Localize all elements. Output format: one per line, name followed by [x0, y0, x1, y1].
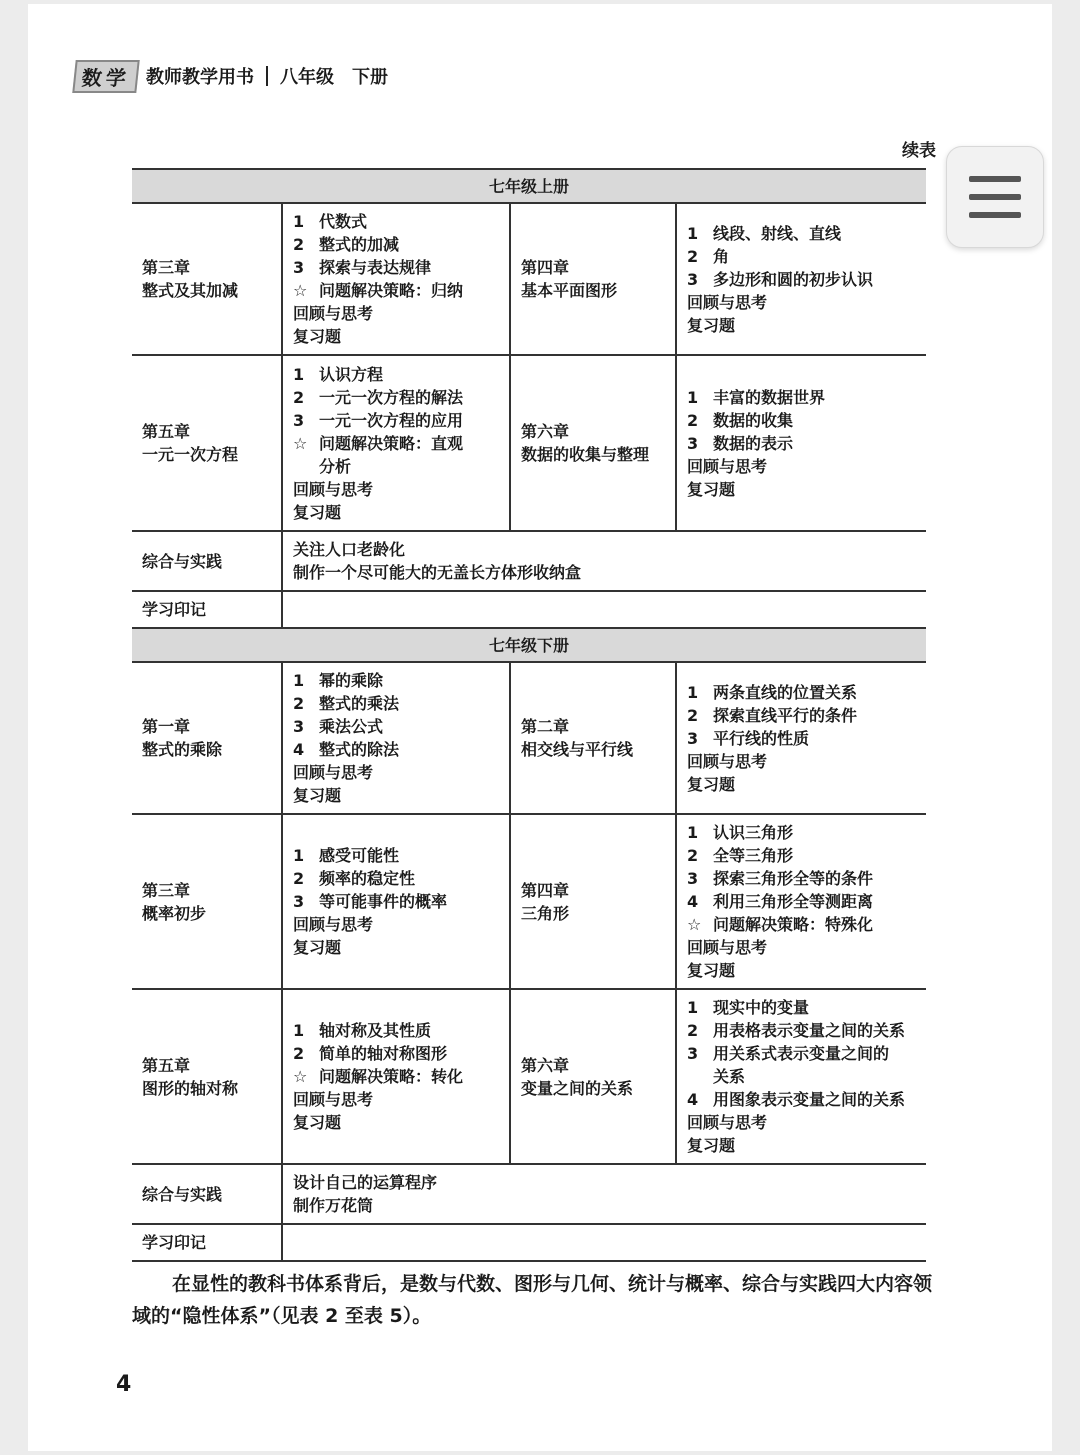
- lesson-item: [293, 279, 499, 302]
- lesson-number: 3: [293, 717, 305, 736]
- lesson-title: 探索与表达规律: [319, 258, 432, 277]
- lesson-title: 平行线的性质: [713, 728, 810, 748]
- lesson-title: 一元一次方程的解法: [319, 387, 464, 407]
- lesson-item: [293, 913, 499, 936]
- lesson-item: [687, 1019, 916, 1042]
- imprint-blank: [282, 1224, 926, 1261]
- lesson-title: 代数式: [319, 212, 368, 231]
- chapter-cell: [132, 989, 282, 1164]
- lesson-number: 4: [293, 740, 305, 759]
- lesson-item: [687, 1111, 916, 1134]
- lesson-title: 认识三角形: [713, 823, 794, 842]
- lesson-item: [293, 210, 499, 233]
- chapter-cell: [510, 989, 676, 1164]
- lesson-number: 1: [687, 682, 699, 702]
- chapter-number: 第五章: [142, 1055, 191, 1075]
- lesson-title: 回顾与思考: [293, 915, 374, 934]
- toc-table: [132, 168, 926, 1262]
- chapter-row: [132, 203, 926, 355]
- lesson-item: [293, 867, 499, 890]
- lesson-number: 3: [687, 869, 699, 888]
- chapter-title: 变量之间的关系: [521, 1078, 634, 1098]
- practice-items: [282, 531, 926, 591]
- lesson-item: [293, 233, 499, 256]
- chapter-cell: [510, 662, 676, 814]
- lesson-title: 认识方程: [319, 364, 384, 384]
- lesson-title: 复习题: [687, 1136, 736, 1155]
- lesson-item: [687, 1065, 916, 1088]
- chapter-title: 相交线与平行线: [521, 740, 634, 759]
- lesson-title: 回顾与思考: [687, 938, 768, 957]
- lesson-number: 3: [687, 1044, 699, 1063]
- lesson-number: 1: [293, 364, 305, 384]
- lesson-number: 2: [293, 694, 305, 713]
- lesson-item: [687, 821, 916, 844]
- page-header: [74, 60, 388, 92]
- lesson-title: 感受可能性: [319, 846, 400, 865]
- lesson-item: [293, 325, 499, 348]
- lesson-item: [687, 844, 916, 867]
- hamburger-menu-icon[interactable]: [969, 212, 1021, 218]
- lesson-title: 回顾与思考: [293, 763, 374, 782]
- lesson-title: 线段、射线、直线: [713, 223, 842, 243]
- chapter-cell: [132, 662, 282, 814]
- lesson-list-cell: [282, 662, 510, 814]
- continued-label: 续表: [902, 141, 936, 161]
- lesson-item: [687, 1088, 916, 1111]
- lesson-item: [293, 1042, 499, 1065]
- lesson-number: 3: [293, 410, 305, 430]
- lesson-number: 1: [687, 387, 699, 407]
- practice-label: 综合与实践: [132, 1164, 282, 1224]
- lesson-title: 频率的稳定性: [319, 869, 416, 888]
- lesson-title: 问题解决策略：归纳: [319, 281, 464, 300]
- imprint-label: 学习印记: [132, 1224, 282, 1261]
- chapter-cell: [132, 814, 282, 989]
- lesson-item: [293, 1019, 499, 1042]
- chapter-number: 第五章: [142, 422, 191, 441]
- star-icon: ☆: [293, 1067, 308, 1086]
- lesson-item: [293, 363, 499, 386]
- lesson-item: [293, 738, 499, 761]
- lesson-item: [687, 268, 916, 291]
- lesson-number: 2: [687, 705, 699, 725]
- lesson-title: 问题解决策略：特殊化: [713, 915, 874, 934]
- lesson-title: 两条直线的位置关系: [713, 682, 858, 702]
- lesson-title: 回顾与思考: [293, 1090, 374, 1109]
- lesson-number: 2: [687, 846, 699, 865]
- lesson-item: [293, 409, 499, 432]
- lesson-item: [687, 1042, 916, 1065]
- practice-row: [132, 1164, 926, 1224]
- chapter-number: 第四章: [521, 880, 570, 900]
- lesson-title: 复习题: [687, 479, 736, 499]
- lesson-number: 1: [293, 1021, 305, 1040]
- lesson-list-cell: [676, 814, 926, 989]
- practice-items: [282, 1164, 926, 1224]
- lesson-item: [687, 704, 916, 727]
- lesson-item: [687, 455, 916, 478]
- header-book-title: 教师教学用书: [146, 67, 254, 88]
- lesson-item: [687, 936, 916, 959]
- lesson-item: [687, 890, 916, 913]
- chapter-title: 一元一次方程: [142, 445, 239, 464]
- lesson-title: 数据的表示: [713, 433, 794, 453]
- section-header-row: [132, 169, 926, 203]
- lesson-number: 3: [687, 269, 699, 289]
- lesson-title: 轴对称及其性质: [319, 1021, 432, 1040]
- lesson-number: 3: [687, 433, 699, 453]
- lesson-list-cell: [676, 355, 926, 531]
- lesson-title: 复习题: [293, 1113, 342, 1132]
- lesson-number: 3: [293, 258, 305, 277]
- lesson-item: [687, 478, 916, 501]
- lesson-title: 分析: [319, 456, 352, 476]
- lesson-item: [687, 913, 916, 936]
- chapter-row: [132, 989, 926, 1164]
- lesson-title: 一元一次方程的应用: [319, 410, 464, 430]
- lesson-title: 利用三角形全等测距离: [713, 892, 874, 911]
- lesson-number: 4: [687, 1090, 699, 1109]
- lesson-title: 现实中的变量: [713, 998, 810, 1017]
- chapter-cell: [132, 355, 282, 531]
- imprint-row: [132, 1224, 926, 1261]
- chapter-number: 第三章: [142, 880, 191, 900]
- lesson-list-cell: [282, 989, 510, 1164]
- lesson-title: 回顾与思考: [293, 304, 374, 323]
- lesson-item: [687, 750, 916, 773]
- lesson-number: 2: [293, 235, 305, 254]
- lesson-title: 复习题: [687, 961, 736, 980]
- lesson-title: 乘法公式: [319, 717, 384, 736]
- header-divider: [266, 66, 268, 86]
- lesson-item: [687, 222, 916, 245]
- hamburger-menu-icon[interactable]: [969, 176, 1021, 182]
- imprint-blank: [282, 591, 926, 628]
- section-header-row: [132, 628, 926, 662]
- chapter-title: 三角形: [521, 903, 570, 923]
- lesson-number: 2: [687, 410, 699, 430]
- lesson-title: 回顾与思考: [687, 1113, 768, 1132]
- star-icon: ☆: [687, 915, 702, 934]
- lesson-item: [293, 761, 499, 784]
- imprint-label: 学习印记: [132, 591, 282, 628]
- lesson-item: [687, 314, 916, 337]
- lesson-number: 1: [687, 223, 699, 243]
- lesson-title: 复习题: [687, 774, 736, 794]
- lesson-item: [687, 409, 916, 432]
- lesson-title: 复习题: [293, 327, 342, 346]
- lesson-title: 幂的乘除: [319, 671, 384, 690]
- chapter-title: 数据的收集与整理: [521, 445, 650, 464]
- chapter-row: [132, 355, 926, 531]
- section-title: 七年级上册: [132, 169, 926, 203]
- lesson-number: 1: [293, 671, 305, 690]
- lesson-item: [293, 302, 499, 325]
- lesson-item: [687, 386, 916, 409]
- chapter-cell: [510, 355, 676, 531]
- lesson-title: 回顾与思考: [687, 292, 768, 312]
- lesson-item: [293, 890, 499, 913]
- lesson-list-cell: [676, 662, 926, 814]
- lesson-number: 2: [293, 387, 305, 407]
- lesson-title: 等可能事件的概率: [319, 892, 448, 911]
- lesson-item: [293, 715, 499, 738]
- lesson-list-cell: [282, 814, 510, 989]
- page-number: 4: [116, 1372, 132, 1397]
- lesson-title: 复习题: [293, 938, 342, 957]
- lesson-number: 4: [687, 892, 699, 911]
- lesson-number: 2: [687, 246, 699, 266]
- lesson-item: [293, 1088, 499, 1111]
- lesson-title: 丰富的数据世界: [713, 387, 826, 407]
- lesson-item: [293, 478, 499, 501]
- lesson-number: 3: [293, 892, 305, 911]
- lesson-title: 全等三角形: [713, 846, 794, 865]
- lesson-item: [293, 256, 499, 279]
- lesson-list-cell: [676, 989, 926, 1164]
- chapter-row: [132, 814, 926, 989]
- lesson-number: 1: [687, 823, 699, 842]
- lesson-item: [293, 386, 499, 409]
- practice-item: 设计自己的运算程序: [293, 1173, 438, 1192]
- chapter-number: 第二章: [521, 717, 570, 736]
- chapter-cell: [132, 203, 282, 355]
- lesson-item: [687, 681, 916, 704]
- lesson-title: 探索直线平行的条件: [713, 705, 858, 725]
- chapter-row: [132, 662, 926, 814]
- lesson-title: 整式的加减: [319, 235, 400, 254]
- star-icon: ☆: [293, 281, 308, 300]
- lesson-title: 回顾与思考: [293, 479, 374, 499]
- lesson-item: [687, 867, 916, 890]
- lesson-item: [293, 669, 499, 692]
- lesson-item: [687, 959, 916, 982]
- lesson-number: 1: [293, 212, 305, 231]
- practice-item: 关注人口老龄化: [293, 540, 406, 559]
- chapter-title: 整式及其加减: [142, 281, 239, 300]
- imprint-row: [132, 591, 926, 628]
- practice-item: 制作一个尽可能大的无盖长方体形收纳盒: [293, 563, 582, 582]
- lesson-list-cell: [676, 203, 926, 355]
- lesson-item: [293, 784, 499, 807]
- lesson-item: [293, 936, 499, 959]
- lesson-title: 用关系式表示变量之间的: [713, 1044, 890, 1063]
- lesson-title: 回顾与思考: [687, 751, 768, 771]
- lesson-item: [687, 432, 916, 455]
- lesson-number: 1: [293, 846, 305, 865]
- lesson-title: 整式的乘法: [319, 694, 400, 713]
- lesson-title: 简单的轴对称图形: [319, 1044, 448, 1063]
- chapter-cell: [510, 814, 676, 989]
- lesson-title: 整式的除法: [319, 740, 400, 759]
- lesson-title: 用表格表示变量之间的关系: [713, 1021, 906, 1040]
- chapter-number: 第六章: [521, 422, 570, 441]
- lesson-title: 复习题: [293, 502, 342, 522]
- lesson-item: [687, 773, 916, 796]
- section-title: 七年级下册: [132, 628, 926, 662]
- lesson-item: [687, 291, 916, 314]
- lesson-title: 关系: [713, 1067, 746, 1086]
- chapter-cell: [510, 203, 676, 355]
- lesson-title: 复习题: [687, 315, 736, 335]
- lesson-title: 角: [713, 246, 730, 266]
- lesson-number: 2: [293, 869, 305, 888]
- lesson-number: 2: [293, 1044, 305, 1063]
- lesson-number: 2: [687, 1021, 699, 1040]
- lesson-number: 1: [687, 998, 699, 1017]
- practice-item: 制作万花筒: [293, 1196, 374, 1215]
- lesson-item: [293, 432, 499, 455]
- lesson-item: [687, 1134, 916, 1157]
- lesson-item: [293, 692, 499, 715]
- header-grade: 八年级 下册: [280, 67, 388, 88]
- lesson-number: 3: [687, 728, 699, 748]
- lesson-item: [293, 455, 499, 478]
- practice-label: 综合与实践: [132, 531, 282, 591]
- header-logo: 数学: [72, 60, 139, 93]
- lesson-item: [687, 727, 916, 750]
- lesson-item: [687, 996, 916, 1019]
- lesson-item: [293, 844, 499, 867]
- chapter-number: 第三章: [142, 258, 191, 277]
- star-icon: ☆: [293, 433, 308, 453]
- lesson-title: 问题解决策略：直观: [319, 433, 464, 453]
- lesson-title: 多边形和圆的初步认识: [713, 269, 874, 289]
- lesson-title: 回顾与思考: [687, 456, 768, 476]
- lesson-list-cell: [282, 203, 510, 355]
- chapter-number: 第一章: [142, 717, 191, 736]
- lesson-item: [293, 1065, 499, 1088]
- chapter-title: 整式的乘除: [142, 740, 223, 759]
- lesson-title: 复习题: [293, 786, 342, 805]
- lesson-item: [293, 501, 499, 524]
- lesson-title: 用图象表示变量之间的关系: [713, 1090, 906, 1109]
- lesson-title: 数据的收集: [713, 410, 794, 430]
- body-paragraph: 在显性的教科书体系背后，是数与代数、图形与几何、统计与概率、综合与实践四大内容领域的“隐性体系”（见表 2 至表 5）。: [132, 1273, 933, 1327]
- lesson-title: 探索三角形全等的条件: [713, 869, 874, 888]
- hamburger-menu-icon[interactable]: [969, 194, 1021, 200]
- chapter-title: 基本平面图形: [521, 281, 618, 300]
- lesson-item: [687, 245, 916, 268]
- lesson-title: 问题解决策略：转化: [319, 1067, 464, 1086]
- lesson-list-cell: [282, 355, 510, 531]
- menu-button[interactable]: [946, 146, 1044, 248]
- chapter-title: 图形的轴对称: [142, 1078, 239, 1098]
- practice-row: [132, 531, 926, 591]
- chapter-title: 概率初步: [142, 903, 207, 923]
- chapter-number: 第四章: [521, 258, 570, 277]
- lesson-item: [293, 1111, 499, 1134]
- chapter-number: 第六章: [521, 1055, 570, 1075]
